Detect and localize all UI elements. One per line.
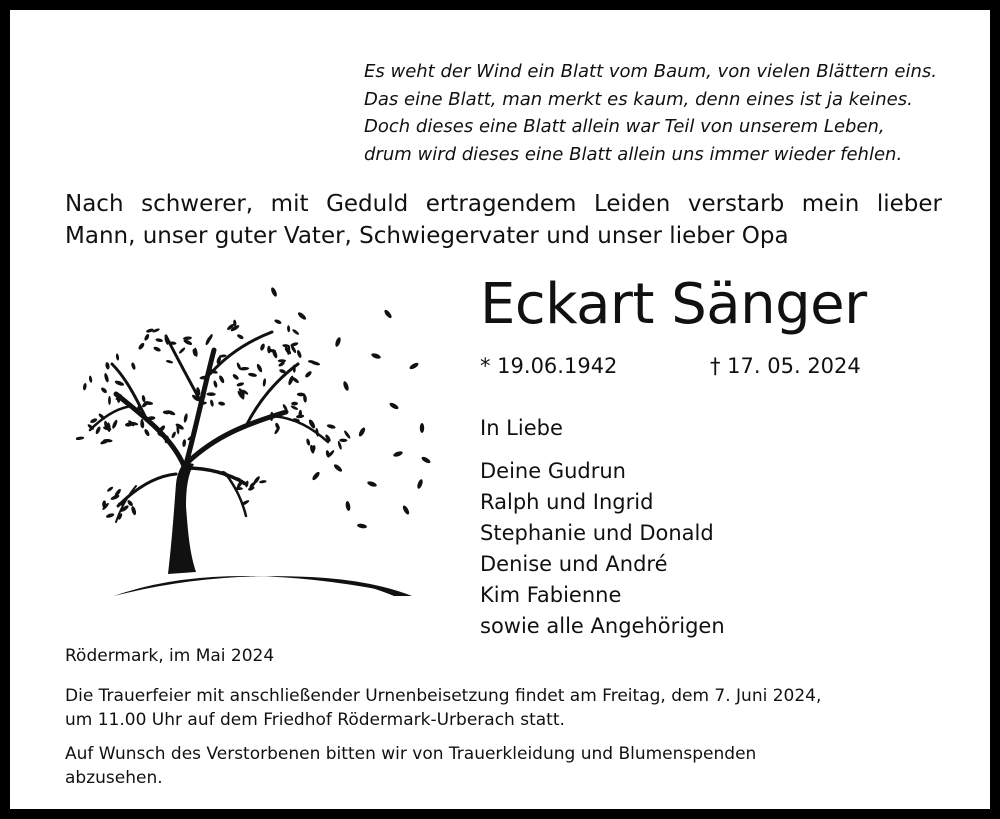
- leaf-icon: [115, 353, 119, 361]
- place-date: Rödermark, im Mai 2024: [65, 646, 275, 666]
- falling-leaf-icon: [421, 456, 432, 465]
- leaf-icon: [207, 333, 213, 341]
- falling-leaf-icon: [270, 287, 278, 298]
- mourner: Deine Gudrun: [480, 459, 626, 483]
- leaf-icon: [287, 325, 290, 332]
- leaf-icon: [114, 380, 125, 387]
- leaf-icon: [245, 480, 249, 487]
- leaf-icon: [166, 359, 174, 364]
- leaf-icon: [111, 419, 118, 429]
- leaf-icon: [210, 399, 215, 407]
- leaf-icon: [326, 424, 336, 430]
- leaf-icon: [100, 386, 108, 394]
- mourner: sowie alle Angehörigen: [480, 614, 725, 638]
- falling-leaf-icon: [297, 311, 307, 321]
- intro-line: Nach schwerer, mit Geduld ertragendem Leiden verstarb mein lieber: [65, 191, 942, 217]
- mourner: Ralph und Ingrid: [480, 490, 654, 514]
- leaf-icon: [232, 373, 240, 381]
- leaf-icon: [105, 513, 114, 519]
- funeral-notice-line: Die Trauerfeier mit anschließender Urnenbeisetzung findet am Freitag, dem 7. Juni 2024,: [65, 686, 822, 706]
- falling-leaf-icon: [334, 337, 342, 348]
- falling-leaf-icon: [367, 480, 378, 488]
- leaf-icon: [182, 439, 187, 447]
- leaf-icon: [262, 378, 266, 387]
- poem: [364, 58, 964, 168]
- falling-leaf-icon: [345, 501, 351, 512]
- poem-line: Es weht der Wind ein Blatt vom Baum, von vielen Blättern eins.: [364, 61, 937, 82]
- leaf-icon: [306, 438, 311, 446]
- leaf-icon: [83, 383, 88, 391]
- falling-leaf-icon: [402, 505, 411, 516]
- leaf-icon: [105, 362, 110, 370]
- falling-leaf-icon: [383, 309, 393, 319]
- deceased-name: Eckart Sänger: [480, 272, 867, 337]
- leaf-icon: [178, 347, 186, 355]
- leaf-icon: [292, 328, 300, 335]
- leaf-icon: [108, 396, 111, 405]
- leaf-icon: [155, 338, 163, 343]
- leaf-icon: [259, 480, 267, 484]
- leaf-icon: [248, 372, 258, 377]
- mourner: Denise und André: [480, 552, 668, 576]
- leaf-icon: [218, 375, 225, 384]
- tree-with-falling-leaves-icon: [76, 278, 436, 604]
- leaf-icon: [236, 333, 244, 340]
- poem-line: drum wird dieses eine Blatt allein uns immer wieder fehlen.: [364, 143, 903, 165]
- leaf-icon: [146, 328, 155, 334]
- falling-leaf-icon: [333, 463, 343, 473]
- leaf-icon: [278, 359, 286, 362]
- leaf-icon: [183, 413, 188, 423]
- mourner: Stephanie und Donald: [480, 521, 714, 545]
- leaf-icon: [76, 436, 84, 440]
- mourners-list: [480, 456, 725, 642]
- request-notice: [65, 742, 955, 790]
- mourner: Kim Fabienne: [480, 583, 622, 607]
- leaf-icon: [270, 412, 274, 422]
- leaf-icon: [137, 342, 145, 351]
- leaf-icon: [95, 426, 102, 435]
- leaf-icon: [88, 375, 92, 383]
- leaf-icon: [343, 430, 351, 440]
- falling-leaf-icon: [393, 450, 404, 458]
- leaf-icon: [274, 319, 282, 325]
- death-date: † 17. 05. 2024: [710, 354, 861, 378]
- leaf-icon: [143, 428, 150, 437]
- poem-line: Das eine Blatt, man merkt es kaum, denn eines ist ja keines.: [364, 88, 913, 110]
- birth-date: * 19.06.1942: [480, 354, 618, 378]
- falling-leaf-icon: [389, 402, 400, 411]
- leaf-icon: [171, 431, 177, 439]
- leaf-icon: [106, 486, 114, 493]
- leaf-icon: [143, 333, 150, 341]
- funeral-notice-line: um 11.00 Uhr auf dem Friedhof Rödermark-Urberach statt.: [65, 710, 565, 730]
- intro-text: [65, 188, 942, 252]
- leaf-icon: [213, 380, 218, 388]
- leaf-icon: [218, 401, 226, 406]
- leaf-icon: [337, 440, 343, 450]
- leaf-icon: [236, 382, 244, 388]
- falling-leaf-icon: [416, 479, 424, 490]
- leaf-icon: [304, 370, 313, 378]
- falling-leaf-icon: [342, 381, 350, 392]
- leaf-icon: [267, 346, 271, 354]
- leaf-icon: [256, 363, 264, 373]
- leaf-icon: [130, 506, 137, 516]
- falling-leaf-icon: [358, 427, 367, 438]
- poem-line: Doch dieses eine Blatt allein war Teil von unserem Leben,: [364, 116, 885, 137]
- funeral-notice: [65, 684, 955, 732]
- leaf-icon: [103, 373, 109, 383]
- leaf-icon: [183, 336, 192, 340]
- leaf-icon: [175, 422, 185, 430]
- falling-leaf-icon: [409, 362, 420, 371]
- leaf-icon: [259, 343, 265, 351]
- leaf-icon: [153, 346, 162, 353]
- leaf-icon: [339, 438, 347, 442]
- closing-phrase: In Liebe: [480, 416, 563, 440]
- intro-line: Mann, unser guter Vater, Schwiegervater und unser lieber Opa: [65, 223, 789, 249]
- falling-leaf-icon: [420, 423, 424, 433]
- falling-leaf-icon: [371, 352, 382, 360]
- leaf-icon: [291, 402, 298, 406]
- request-notice-line: abzusehen.: [65, 768, 163, 788]
- falling-leaf-icon: [311, 471, 321, 481]
- leaf-icon: [141, 395, 146, 403]
- leaf-icon: [296, 349, 302, 358]
- leaf-icon: [206, 392, 215, 396]
- falling-leaf-icon: [357, 523, 368, 529]
- request-notice-line: Auf Wunsch des Verstorbenen bitten wir von Trauerkleidung und Blumenspenden: [65, 744, 757, 764]
- leaf-icon: [290, 405, 298, 411]
- leaf-icon: [131, 362, 137, 370]
